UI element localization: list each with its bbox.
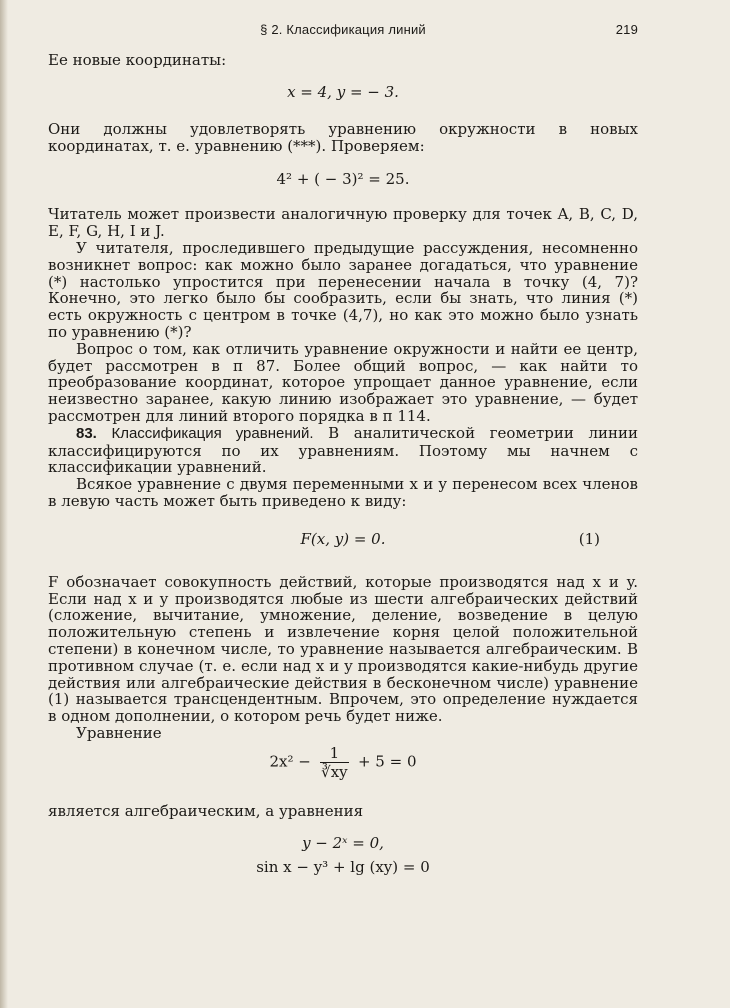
running-header [48, 22, 638, 48]
fraction-numerator: 1 [320, 744, 350, 763]
paragraph: F обозначает совокупность действий, которые производятся над x и y. Если над x и y производятся любые из шести алгебраических действий (сложение, вычитание, умножение, деление, возведение в целую положительную степень и извлечение корня целой положительной степени) в конечном числе, то уравнение называется алгебраическим. В противном случае (т. е. если над x и y производятся какие-нибудь другие действия или алгебраические действия в бесконечном числе) уравнение (1) называется трансцендентным. Впрочем, это определение нуждается в одном дополнении, о котором речь будет ниже. [48, 572, 638, 726]
formula-transcendental-1: y − 2ˣ = 0, [302, 833, 384, 852]
formula-text: F(x, y) = 0. [300, 529, 386, 548]
paragraph: У читателя, проследившего предыдущие рассуждения, несомненно возникнет вопрос: как можно было заранее догадаться, что уравнение (*) настолько упростится при перенесении начала в точку (4, 7)? Конечно, это легко было бы сообразить, если бы знать, что линия (*) есть окружность с центром в точке (4,7), но как это можно было узнать по уравнению (*)? [48, 238, 638, 341]
formula-general [48, 530, 638, 548]
paragraph: Вопрос о том, как отличить уравнение окружности и найти ее центр, будет рассмотрен в п 87. Более общий вопрос, — как найти то преобразование координат, которое упрощает данное уравнение, если неизвестно заранее, какую линию изображает это уравнение, — будет рассмотрен для линий второго порядка в п 114. [48, 339, 638, 425]
paragraph: Ее новые координаты: [48, 51, 227, 69]
paragraph: Всякое уравнение с двумя переменными x и y перенесом всех членов в левую часть может быть приведено к виду: [48, 475, 638, 510]
formula-coordinates: x = 4, y = − 3. [287, 82, 399, 101]
book-page [48, 22, 638, 876]
section-number: 83. [76, 424, 97, 442]
paragraph: Читатель может произвести аналогичную проверку для точек A, B, C, D, E, F, G, H, I и J. [48, 205, 638, 241]
formula-left: 2x² − [269, 752, 311, 771]
section-title: Классификация уравнений. [111, 424, 314, 442]
formula-transcendental-2: sin x − y³ + lg (xy) = 0 [256, 857, 430, 876]
equation-number: (1) [578, 529, 600, 548]
page-edge-shadow [0, 0, 8, 1008]
fraction-denominator: ∛xy [321, 762, 348, 781]
paragraph: Они должны удовлетворять уравнению окружности в новых координатах, т. е. уравнению (***). Проверяем: [48, 119, 638, 155]
paragraph: Уравнение [76, 723, 162, 742]
paragraph: является алгебраическим, а уравнения [48, 801, 364, 820]
header-title: § 2. Классификация линий [260, 22, 426, 37]
formula-check: 4² + ( − 3)² = 25. [276, 170, 410, 189]
section-text: В аналитической геометрии линии классифицируются по их уравнениям. Поэтому мы начнем с классификации уравнений. [48, 423, 638, 477]
formula-algebraic [48, 744, 638, 781]
fraction [320, 744, 350, 781]
formula-right: + 5 = 0 [357, 752, 417, 771]
section-paragraph [48, 425, 638, 476]
page-number: 219 [615, 22, 638, 37]
